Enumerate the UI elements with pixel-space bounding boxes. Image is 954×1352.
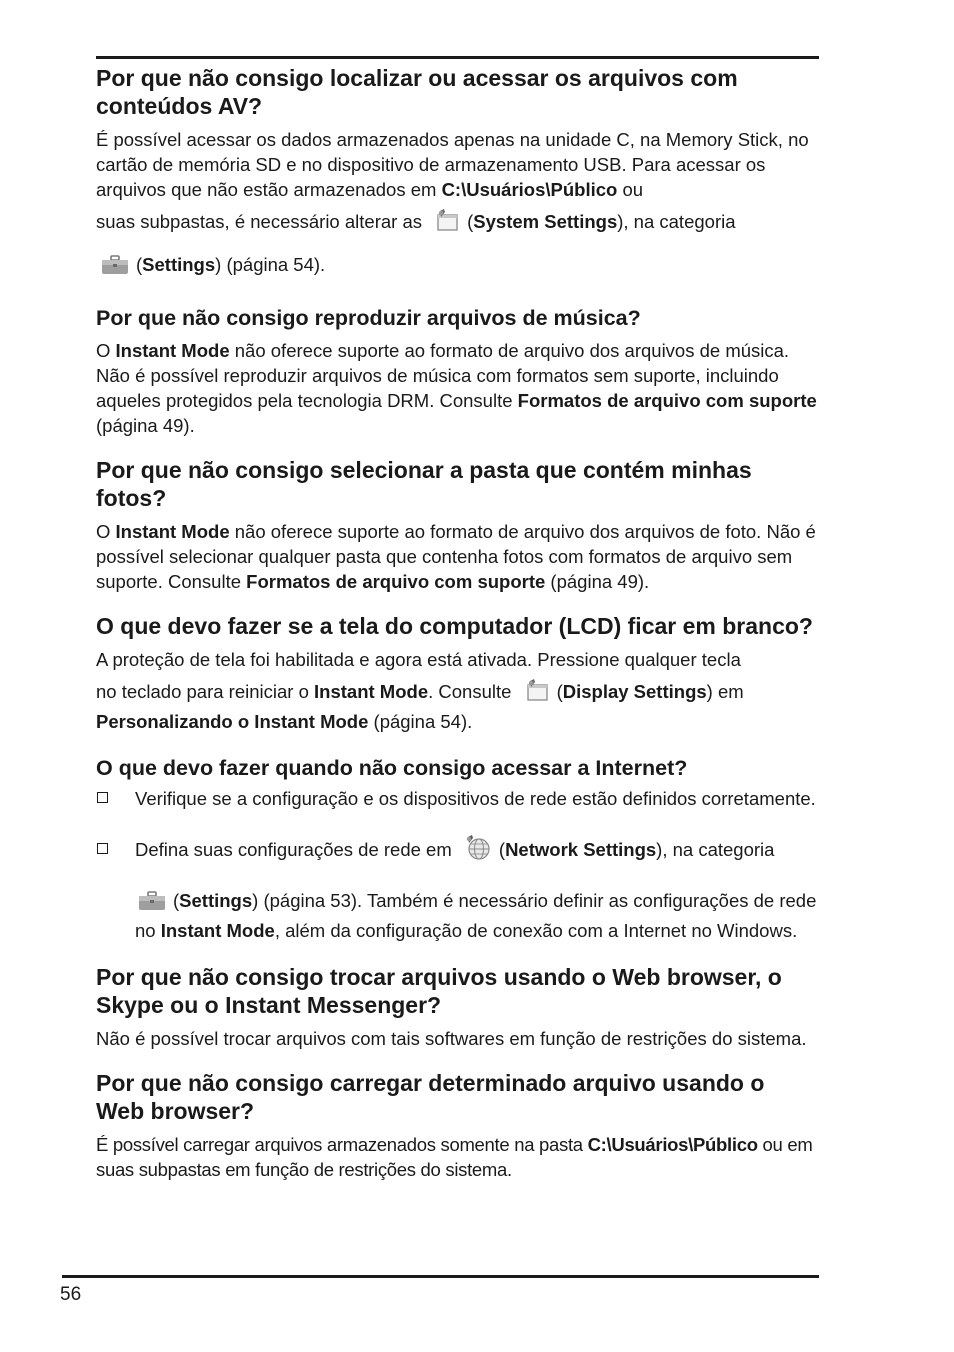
section-lcd xyxy=(96,612,818,734)
paragraph-lcd-2: no teclado para reiniciar o Instant Mode. Consulte (Display Settings) em xyxy=(96,674,818,715)
heading-photos: Por que não consigo selecionar a pasta que contém minhas fotos? xyxy=(96,457,752,511)
heading-upload-file: Por que não consigo carregar determinado arquivo usando o Web browser? xyxy=(96,1070,765,1124)
paragraph-av-files-2: suas subpastas, é necessário alterar as (System Settings), na categoria xyxy=(96,203,818,246)
top-rule xyxy=(96,56,819,59)
paragraph-av-files-3: (Settings) (página 54). xyxy=(96,246,818,289)
network-globe-icon xyxy=(463,835,493,874)
heading-music: Por que não consigo reproduzir arquivos de música? xyxy=(96,306,641,330)
paragraph-exchange-files: Não é possível trocar arquivos com tais softwares em função de restrições do sistema. xyxy=(96,1028,807,1049)
paragraph-lcd-1: A proteção de tela foi habilitada e agora está ativada. Pressione qualquer tecla xyxy=(96,649,741,670)
page-content xyxy=(96,64,818,1182)
section-upload-file xyxy=(96,1069,818,1182)
window-settings-icon xyxy=(433,208,461,246)
section-music xyxy=(96,304,818,438)
checkbox-bullet-icon xyxy=(97,792,108,803)
bottom-rule xyxy=(62,1275,819,1278)
paragraph-lcd-3: Personalizando o Instant Mode (página 54). xyxy=(96,711,473,732)
heading-internet: O que devo fazer quando não consigo acessar a Internet? xyxy=(96,756,688,780)
list-item: Verifique se a configuração e os dispositivos de rede estão definidos corretamente. xyxy=(96,786,818,811)
heading-lcd: O que devo fazer se a tela do computador (LCD) ficar em branco? xyxy=(96,613,813,639)
section-photos xyxy=(96,456,818,594)
section-exchange-files xyxy=(96,963,818,1051)
paragraph-photos: O Instant Mode não oferece suporte ao formato de arquivo dos arquivos de foto. Não é possível selecionar qualquer pasta que contenha fotos com formatos de arquivo sem suporte. Consulte Formatos de arquivo com suporte (página 49). xyxy=(96,521,816,592)
heading-av-files: Por que não consigo localizar ou acessar os arquivos com conteúdos AV? xyxy=(96,65,738,119)
heading-exchange-files: Por que não consigo trocar arquivos usando o Web browser, o Skype ou o Instant Messenger? xyxy=(96,964,782,1018)
paragraph-upload-file: É possível carregar arquivos armazenados somente na pasta C:\Usuários\Público ou em suas subpastas em função de restrições do sistema. xyxy=(96,1134,813,1180)
list-item: Defina suas configurações de rede em (Network Settings), na categoria (Settings) (página 53). Também é necessário definir as configurações de rede no Instant Mode, além da configuração de conexão com a Internet no Windows. xyxy=(96,831,818,943)
toolbox-icon xyxy=(137,890,167,918)
section-internet xyxy=(96,754,818,943)
window-settings-icon xyxy=(523,679,551,715)
paragraph-music: O Instant Mode não oferece suporte ao formato de arquivo dos arquivos de música. Não é possível reproduzir arquivos de música com formatos sem suporte, incluindo aqueles protegidos pela tecnologia DRM. Consulte Formatos de arquivo com suporte (página 49). xyxy=(96,340,817,436)
toolbox-icon xyxy=(100,251,130,289)
paragraph-av-files: É possível acessar os dados armazenados apenas na unidade C, na Memory Stick, no cartão de memória SD e no dispositivo de armazenamento USB. Para acessar os arquivos que não estão armazenados em C:\Usuários\Público ou xyxy=(96,129,809,200)
page-number: 56 xyxy=(60,1284,82,1305)
checkbox-bullet-icon xyxy=(97,843,108,854)
section-av-files xyxy=(96,64,818,289)
